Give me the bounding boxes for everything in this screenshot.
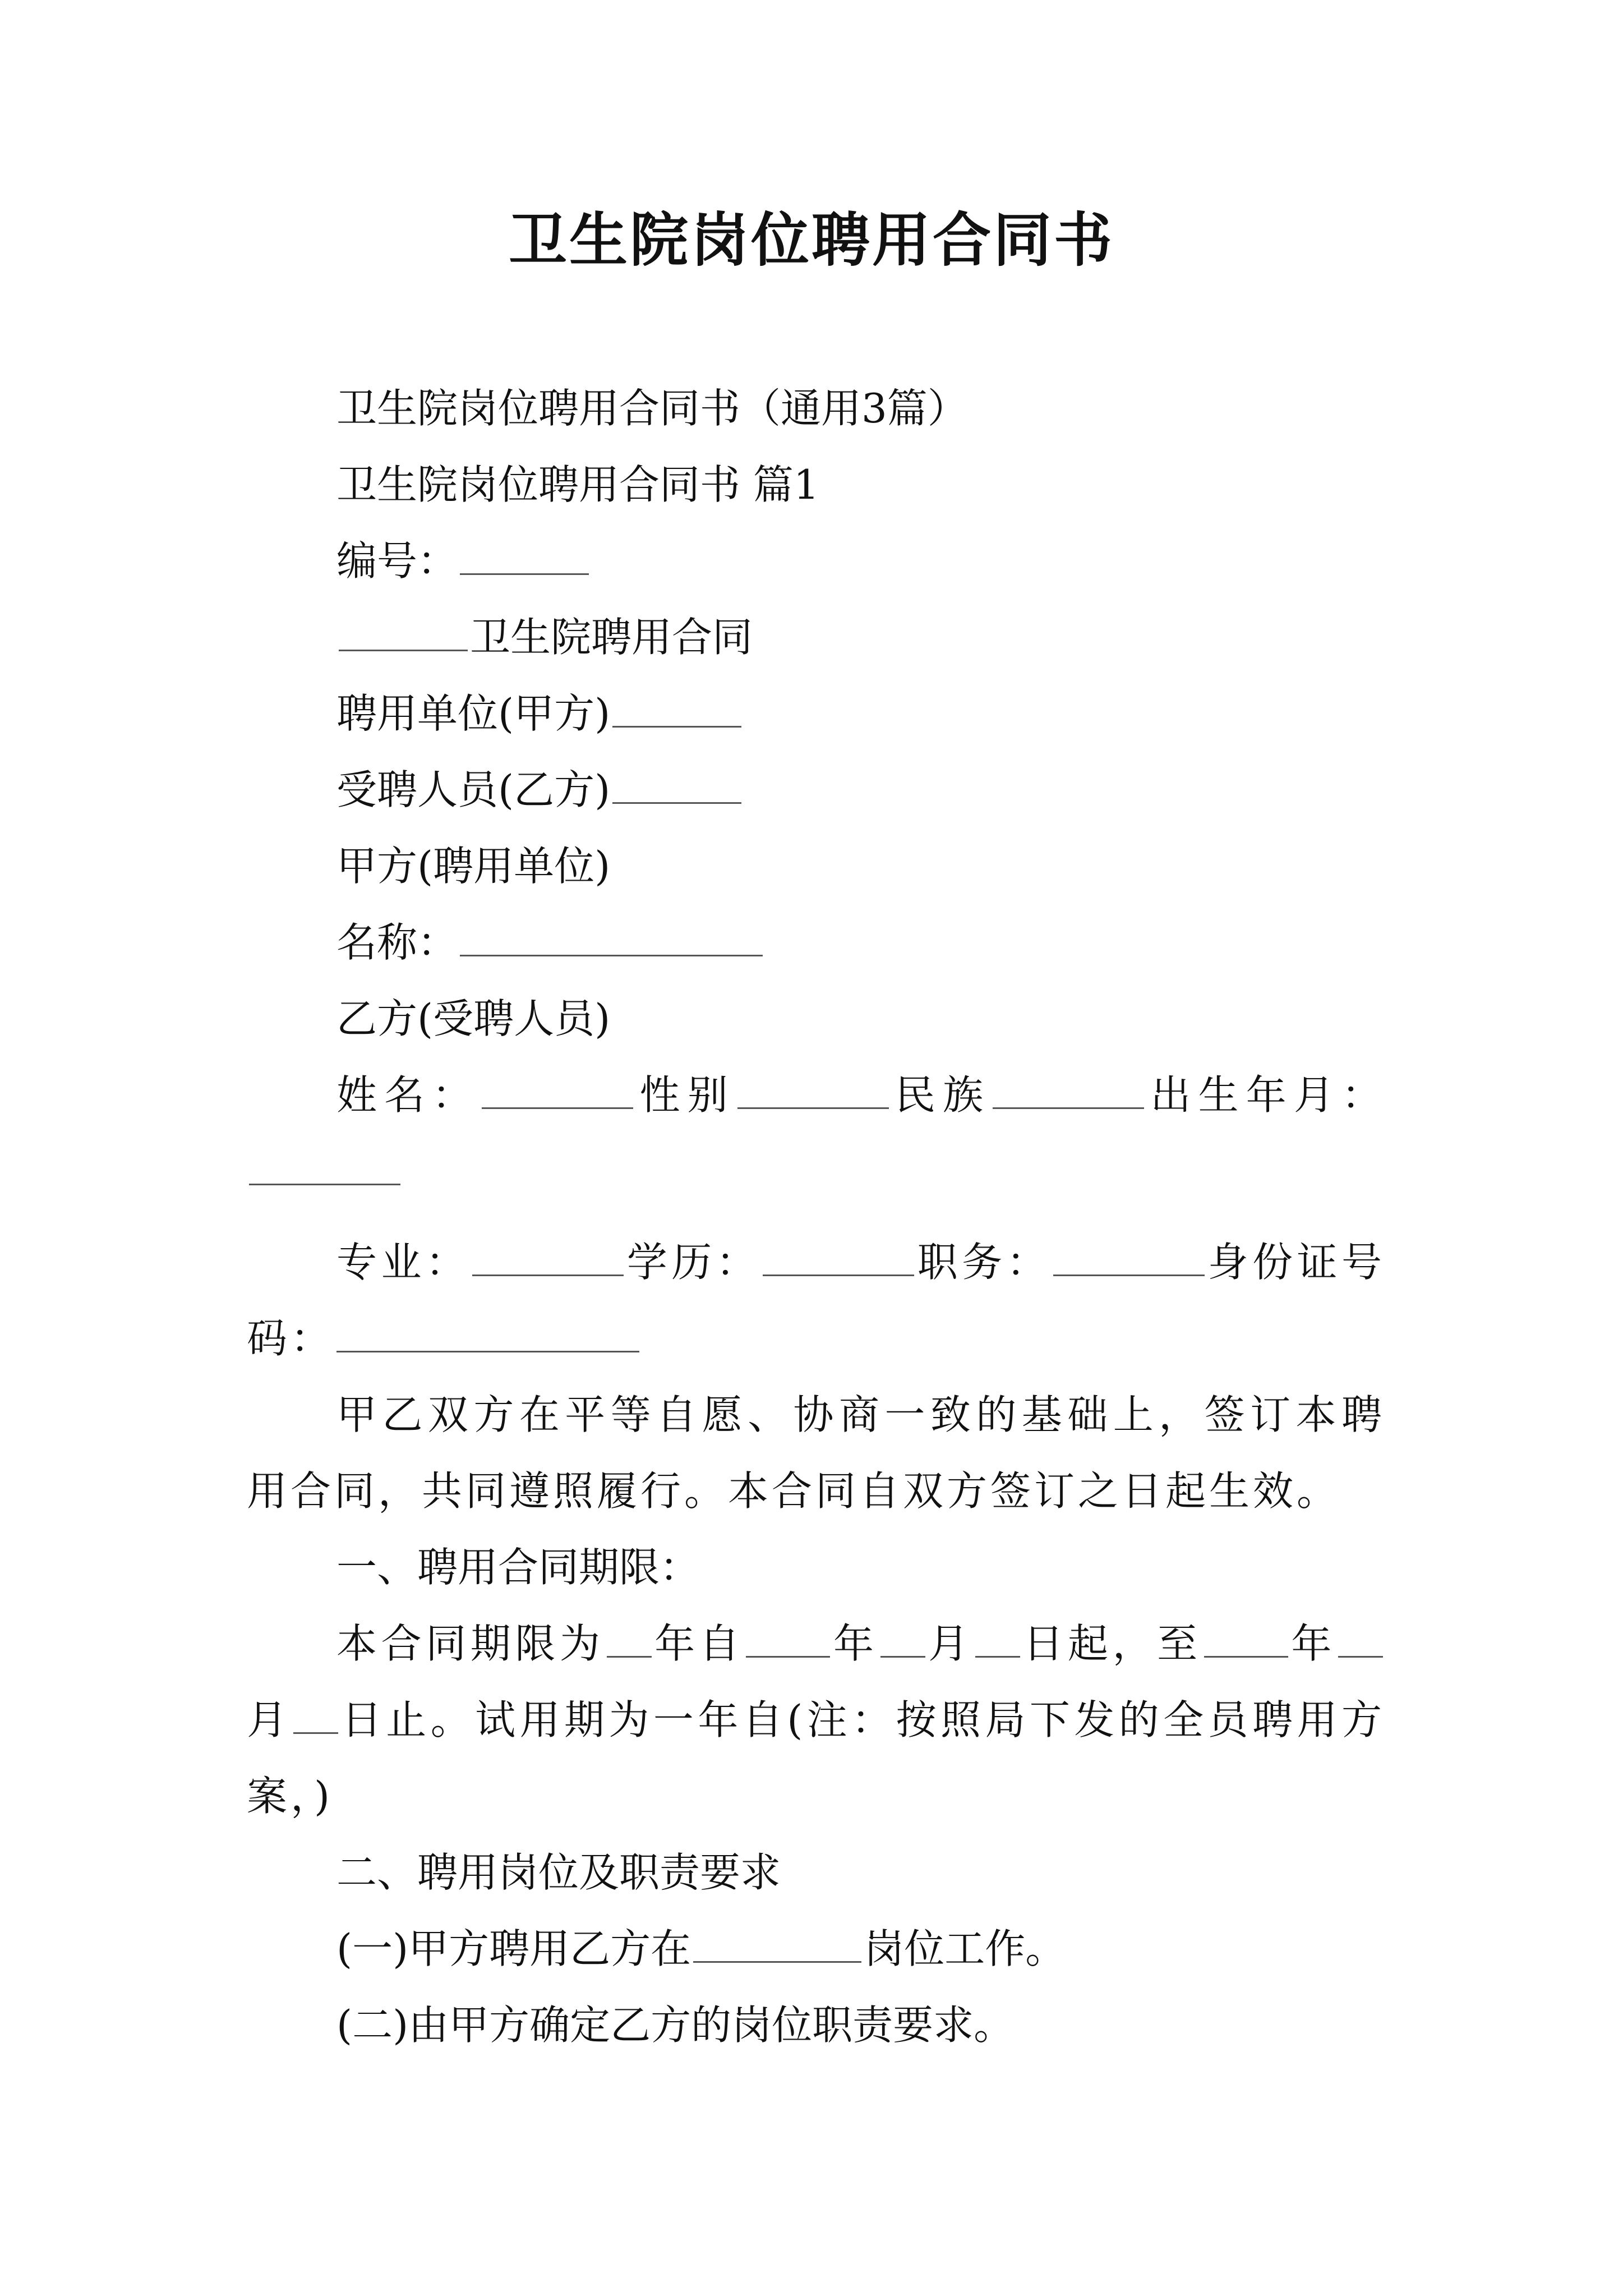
field-label: 学历： (626, 1239, 761, 1286)
term-text: 月 (247, 1696, 292, 1743)
blank-underline (472, 1241, 624, 1276)
blank-underline (746, 1622, 830, 1658)
section-heading: 卫生院岗位聘用合同书 篇1 (336, 461, 819, 508)
blank-underline (693, 1927, 861, 1963)
field-label: 民族 (891, 1071, 991, 1119)
term-paragraph (247, 1605, 1385, 1834)
employer-line (247, 675, 1385, 752)
document-body (247, 370, 1385, 2063)
party-a-heading: 甲方(聘用单位) (336, 843, 611, 890)
field-label: 专业： (336, 1239, 471, 1286)
blank-underline (880, 1622, 925, 1658)
number-line (247, 523, 1385, 599)
term-text: 月 (927, 1620, 973, 1667)
blank-underline (607, 1622, 652, 1658)
term-text: 年自 (653, 1620, 744, 1667)
term-text: 日起，至 (1022, 1620, 1202, 1667)
document-title: 卫生院岗位聘用合同书 (508, 205, 1114, 274)
employee-label: 受聘人员(乙方) (336, 766, 611, 813)
field-label: 姓名： (336, 1071, 480, 1119)
agreement-paragraph: 甲乙双方在平等自愿、协商一致的基础上，签订本聘用合同，共同遵照履行。本合同自双方签订之日起生效。 (247, 1391, 1385, 1515)
field-label: 身份证号码： (247, 1239, 1385, 1362)
name-line (247, 904, 1385, 981)
field-label: 职务： (916, 1239, 1052, 1286)
blank-underline (249, 1150, 400, 1185)
clause-2-item-2: (二)由甲方确定乙方的岗位职责要求。 (336, 2001, 1015, 2049)
blank-underline (975, 1622, 1020, 1658)
blank-underline (1204, 1622, 1288, 1658)
blank-underline (1053, 1241, 1205, 1276)
party-b-heading: 乙方(受聘人员) (336, 995, 611, 1042)
blank-underline (482, 1074, 633, 1109)
field-label: 性别 (635, 1071, 735, 1119)
item-text: 岗位工作。 (864, 1925, 1066, 1972)
field-label: 出生年月： (1146, 1071, 1385, 1119)
personal-info-paragraph (247, 1057, 1385, 1209)
blank-underline (293, 1699, 338, 1734)
blank-underline (993, 1074, 1144, 1109)
blank-underline (612, 692, 741, 728)
clause-2-heading: 二、聘用岗位及职责要求 (336, 1849, 781, 1896)
employer-label: 聘用单位(甲方) (336, 690, 611, 737)
blank-underline (763, 1241, 914, 1276)
blank-underline (336, 1317, 639, 1352)
qualification-paragraph (247, 1224, 1385, 1377)
name-label: 名称： (336, 919, 458, 966)
blank-underline (339, 616, 468, 651)
term-text: 本合同期限为 (336, 1620, 605, 1667)
item-text: (一)甲方聘用乙方在 (336, 1925, 691, 1972)
clause-1-heading: 一、聘用合同期限： (336, 1544, 700, 1591)
blank-underline (737, 1074, 889, 1109)
term-text: 年 (832, 1620, 878, 1667)
subtitle-line: 卫生院岗位聘用合同书（通用3篇） (336, 385, 968, 432)
blank-underline (460, 540, 589, 575)
term-text: 年 (1290, 1620, 1336, 1667)
employee-line (247, 752, 1385, 828)
clause-2-item-1 (247, 1911, 1385, 1987)
term-text: 日止。试用期为一年自(注：按照局下发的全员聘用方案，) (247, 1696, 1385, 1820)
contract-name-line (247, 599, 1385, 675)
blank-underline (612, 769, 741, 804)
blank-underline (1338, 1622, 1383, 1658)
number-label: 编号： (336, 537, 458, 585)
contract-name-text: 卫生院聘用合同 (470, 614, 753, 661)
blank-underline (460, 921, 763, 956)
